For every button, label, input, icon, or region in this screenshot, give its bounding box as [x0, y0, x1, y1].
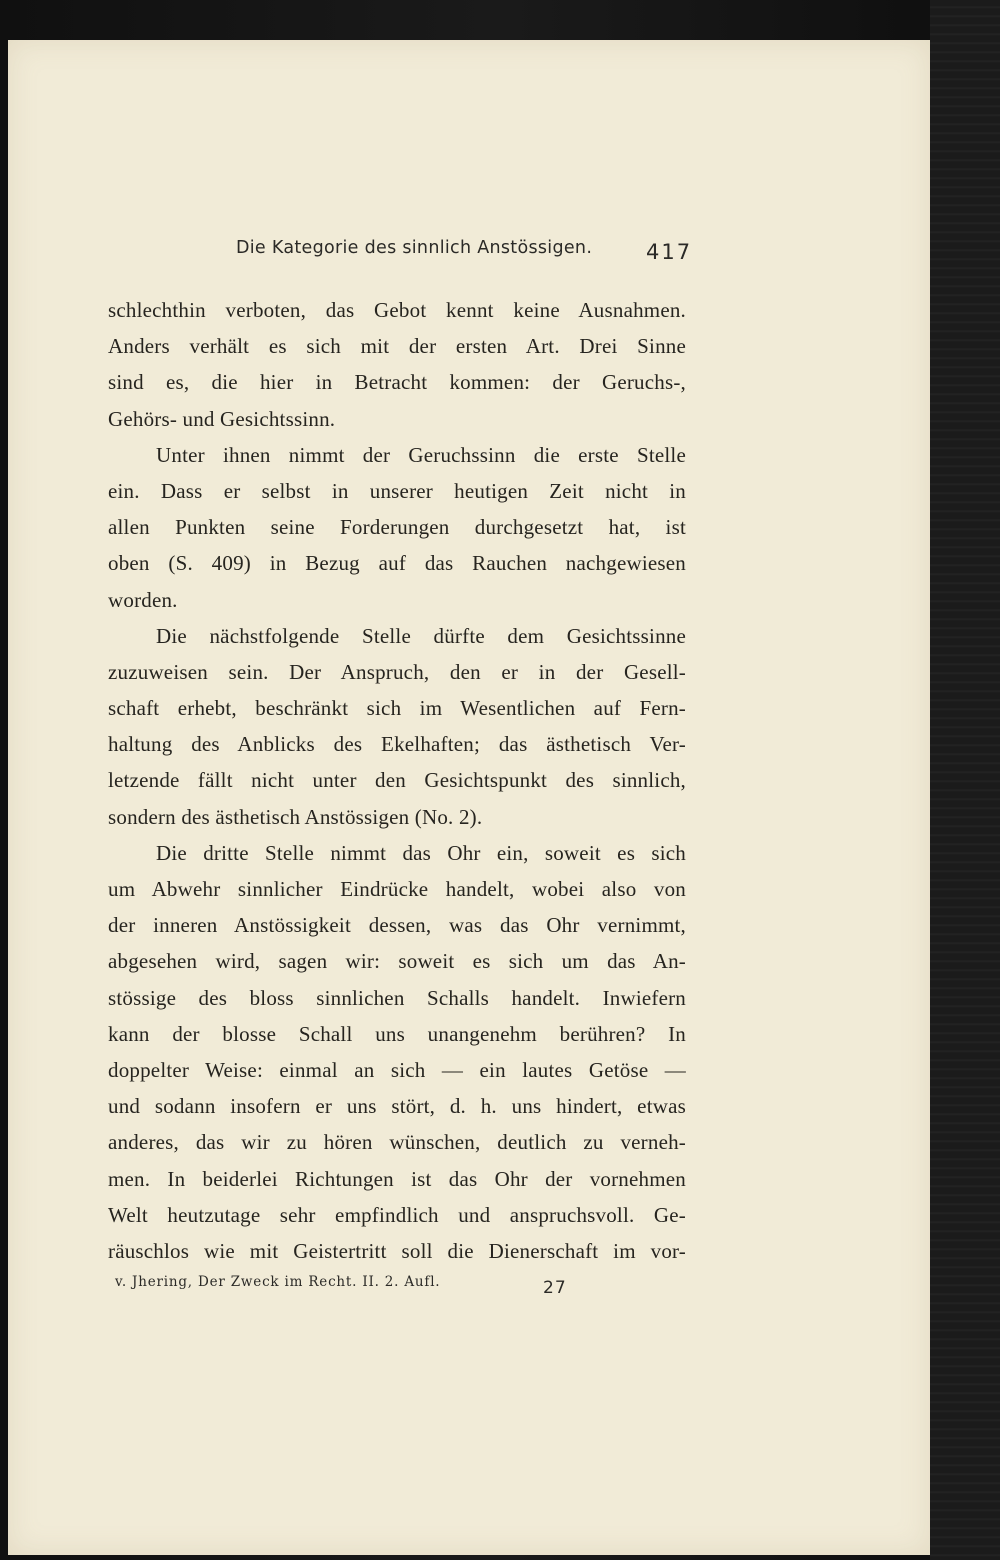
text-line: Unter ihnen nimmt der Geruchssinn die erste Stelle — [156, 442, 686, 467]
text-line: haltung des Anblicks des Ekelhaften; das ästhetisch Ver- — [108, 732, 686, 757]
text-line: der inneren Anstössigkeit dessen, was das Ohr vernimmt, — [108, 913, 686, 938]
text-line: ein. Dass er selbst in unserer heutigen Zeit nicht in — [108, 478, 686, 503]
text-line: allen Punkten seine Forderungen durchgesetzt hat, ist — [108, 515, 686, 540]
text-line: worden. — [108, 587, 178, 612]
book-page — [8, 40, 930, 1555]
footer-signature: v. Jhering, Der Zweck im Recht. II. 2. Aufl. — [115, 1274, 441, 1290]
running-head-title: Die Kategorie des sinnlich Anstössigen. — [236, 238, 593, 258]
text-line: kann der blosse Schall uns unangenehm berühren? In — [108, 1021, 686, 1046]
page-number: 417 — [646, 240, 693, 264]
body-text — [108, 292, 686, 1269]
text-line: doppelter Weise: einmal an sich — ein lautes Getöse — — [108, 1057, 686, 1082]
text-line: Welt heutzutage sehr empfindlich und anspruchsvoll. Ge- — [108, 1202, 686, 1227]
text-line: Die nächstfolgende Stelle dürfte dem Gesichtssinne — [156, 623, 686, 648]
text-line: sondern des ästhetisch Anstössigen (No. 2). — [108, 804, 483, 829]
text-line: schaft erhebt, beschränkt sich im Wesentlichen auf Fern- — [108, 696, 686, 721]
text-line: Anders verhält es sich mit der ersten Art. Drei Sinne — [108, 334, 686, 359]
text-line: anderes, das wir zu hören wünschen, deutlich zu verneh- — [108, 1130, 686, 1155]
text-line: sind es, die hier in Betracht kommen: der Geruchs-, — [108, 370, 686, 395]
text-line: stössige des bloss sinnlichen Schalls handelt. Inwiefern — [108, 985, 686, 1010]
text-line: um Abwehr sinnlicher Eindrücke handelt, wobei also von — [108, 877, 686, 901]
text-line: oben (S. 409) in Bezug auf das Rauchen nachgewiesen — [108, 551, 686, 576]
text-line: letzende fällt nicht unter den Gesichtspunkt des sinnlich, — [108, 768, 686, 793]
text-line: und sodann insofern er uns stört, d. h. uns hindert, etwas — [108, 1094, 686, 1119]
text-line: Die dritte Stelle nimmt das Ohr ein, soweit es sich — [156, 840, 686, 865]
text-line: schlechthin verboten, das Gebot kennt keine Ausnahmen. — [108, 298, 686, 322]
text-line: Gehörs- und Gesichtssinn. — [108, 406, 336, 431]
page-footer — [8, 1274, 930, 1304]
text-line: zuzuweisen sein. Der Anspruch, den er in der Gesell- — [108, 659, 686, 684]
running-head — [8, 238, 930, 278]
text-line: räuschlos wie mit Geistertritt soll die Dienerschaft im vor- — [108, 1238, 686, 1263]
book-edge — [930, 0, 1000, 1560]
text-line: abgesehen wird, sagen wir: soweit es sich um das An- — [108, 949, 686, 974]
text-line: men. In beiderlei Richtungen ist das Ohr der vornehmen — [108, 1166, 686, 1191]
sheet-number: 27 — [543, 1278, 567, 1298]
